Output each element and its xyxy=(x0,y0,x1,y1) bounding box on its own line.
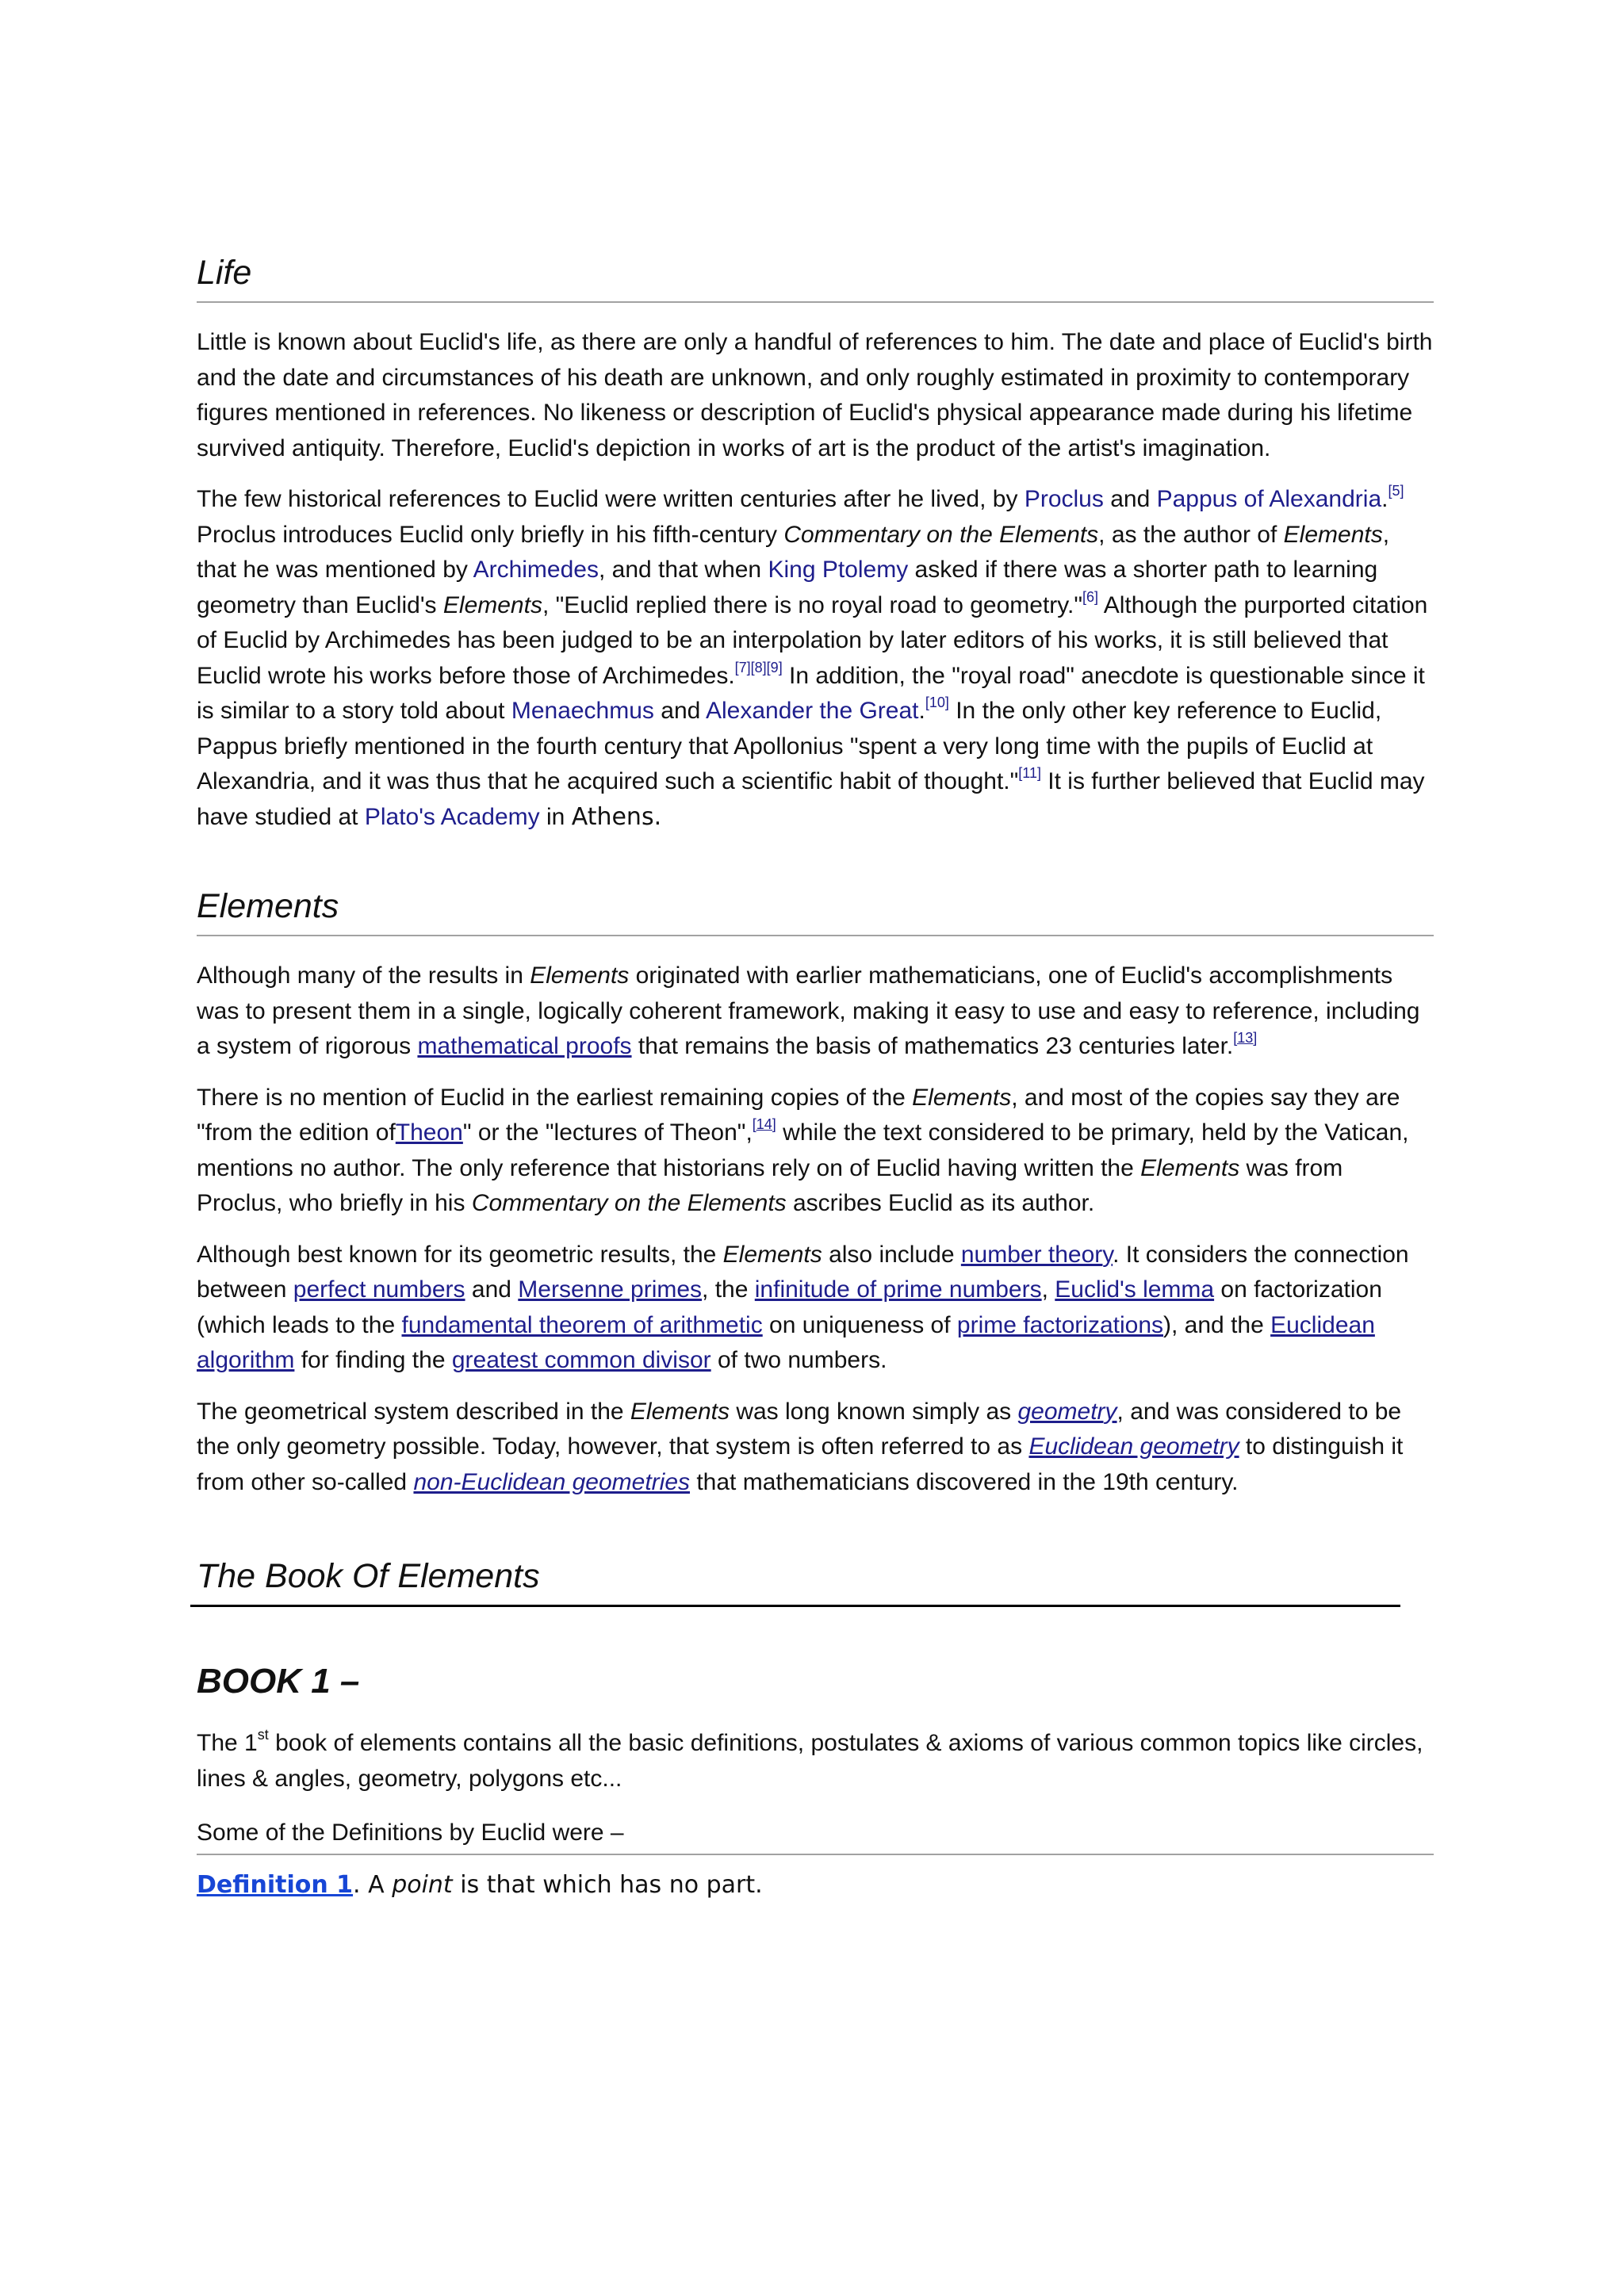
link-alexander-the-great[interactable]: Alexander the Great xyxy=(706,698,919,724)
link-archimedes[interactable]: Archimedes xyxy=(473,557,599,583)
athens-text: Athens. xyxy=(571,802,662,831)
definitions-intro-line: Some of the Definitions by Euclid were – xyxy=(197,1816,1434,1855)
elements-paragraph-4: The geometrical system described in the Elements was long known simply as geometry, and was considered to be the only geometry possible. Today, however, that system is often referred to as Euclidean geometry to distinguish it from other so-called non-Euclidean geometries that mathematicians discovered in the 19th century. xyxy=(197,1398,1404,1495)
book-1-title: BOOK 1 – xyxy=(197,1662,360,1701)
reference-13[interactable]: [13] xyxy=(1233,1030,1258,1046)
link-euclidean-geometry[interactable]: Euclidean geometry xyxy=(1028,1433,1239,1460)
link-proclus[interactable]: Proclus xyxy=(1024,486,1104,512)
elements-paragraph-1: Although many of the results in Elements originated with earlier mathematicians, one of Euclid's accomplishments was to present them in a single, logically coherent framework, making it easy to use and easy to reference, including a system of rigorous mathematical proofs that remains the basis of mathematics 23 centuries later.[13] xyxy=(197,962,1420,1059)
link-platos-academy[interactable]: Plato's Academy xyxy=(364,803,540,830)
link-euclidean-algorithm[interactable]: Euclidean algorithm xyxy=(197,1311,1375,1373)
reference-5[interactable]: [5] xyxy=(1388,483,1404,499)
link-king-ptolemy[interactable]: King Ptolemy xyxy=(768,557,909,583)
definition-1: Definition 1. A point is that which has no part. xyxy=(197,1871,763,1899)
link-menaechmus[interactable]: Menaechmus xyxy=(511,698,654,724)
reference-11[interactable]: [11] xyxy=(1018,765,1041,781)
reference-14[interactable]: [14] xyxy=(752,1116,776,1132)
elements-paragraph-2: There is no mention of Euclid in the earliest remaining copies of the Elements, and most of the copies say they are "from the edition ofTheon" or the "lectures of Theon",[14] while the text considered to be primary, held by the Vatican, mentions no author. The only reference that historians rely on of Euclid having written the Elements was from Proclus, who briefly in his Commentary on the Elements ascribes Euclid as its author. xyxy=(197,1084,1409,1216)
reference-6[interactable]: [6] xyxy=(1082,588,1099,605)
link-prime-factorizations[interactable]: prime factorizations xyxy=(956,1311,1164,1338)
link-euclids-lemma[interactable]: Euclid's lemma xyxy=(1055,1276,1215,1303)
document-content xyxy=(197,252,1434,1903)
link-number-theory[interactable]: number theory xyxy=(960,1241,1113,1268)
section-heading-elements: Elements xyxy=(197,886,1434,936)
link-fundamental-theorem-of-arithmetic[interactable]: fundamental theorem of arithmetic xyxy=(401,1311,763,1338)
link-mathematical-proofs[interactable]: mathematical proofs xyxy=(417,1033,632,1059)
link-greatest-common-divisor[interactable]: greatest common divisor xyxy=(451,1347,711,1373)
link-definition-1[interactable]: Definition 1 xyxy=(197,1871,354,1899)
link-perfect-numbers[interactable]: perfect numbers xyxy=(293,1276,465,1303)
link-mersenne-primes[interactable]: Mersenne primes xyxy=(518,1276,703,1303)
link-infinitude-of-prime-numbers[interactable]: infinitude of prime numbers xyxy=(754,1276,1042,1303)
link-pappus-of-alexandria[interactable]: Pappus of Alexandria xyxy=(1156,486,1382,512)
link-geometry[interactable]: geometry xyxy=(1017,1398,1117,1425)
reference-7-8-9[interactable]: [7][8][9] xyxy=(734,659,783,675)
link-non-euclidean-geometries[interactable]: non-Euclidean geometries xyxy=(413,1468,690,1495)
book-1-paragraph: The 1st book of elements contains all the basic definitions, postulates & axioms of various common topics like circles, lines & angles, geometry, polygons etc... xyxy=(197,1727,1423,1792)
section-heading-life: Life xyxy=(197,252,1434,303)
link-theon[interactable]: Theon xyxy=(395,1119,463,1146)
reference-10[interactable]: [10] xyxy=(925,695,949,710)
life-paragraph-2: The few historical references to Euclid were written centuries after he lived, by Proclus and Pappus of Alexandria.[5] Proclus introduces Euclid only briefly in his fifth-century Commentary on the Elements, as the author of Elements, that he was mentioned by Archimedes, and that when King Ptolemy asked if there was a shorter path to learning geometry than Euclid's Elements, "Euclid replied there is no royal road to geometry."[6] Although the purported citation of Euclid by Archimedes has been judged to be an interpolation by later editors of his works, it is still believed that Euclid wrote his works before those of Archimedes.[7][8][9] In addition, the "royal road" anecdote is questionable since it is similar to a story told about Menaechmus and Alexander the Great.[10] In the only other key reference to Euclid, Pappus briefly mentioned in the fourth century that Apollonius "spent a very long time with the pupils of Euclid at Alexandria, and it was thus that he acquired such a scientific habit of thought."[11] It is further believed that Euclid may have studied at Plato's Academy in Athens. xyxy=(197,483,1428,831)
elements-paragraph-3: Although best known for its geometric results, the Elements also include number theory. It considers the connection between perfect numbers and Mersenne primes, the infinitude of prime numbers, Euclid's lemma on factorization (which leads to the fundamental theorem of arithmetic on uniqueness of prime factorizations), and the Euclidean algorithm for finding the greatest common divisor of two numbers. xyxy=(197,1241,1409,1373)
life-paragraph-1: Little is known about Euclid's life, as there are only a handful of references to him. The date and place of Euclid's birth and the date and circumstances of his death are unknown, and only roughly estimated in proximity to contemporary figures mentioned in references. No likeness or description of Euclid's physical appearance made during his lifetime survived antiquity. Therefore, Euclid's depiction in works of art is the product of the artist's imagination. xyxy=(197,329,1433,461)
section-heading-book-of-elements: The Book Of Elements xyxy=(190,1556,1400,1607)
